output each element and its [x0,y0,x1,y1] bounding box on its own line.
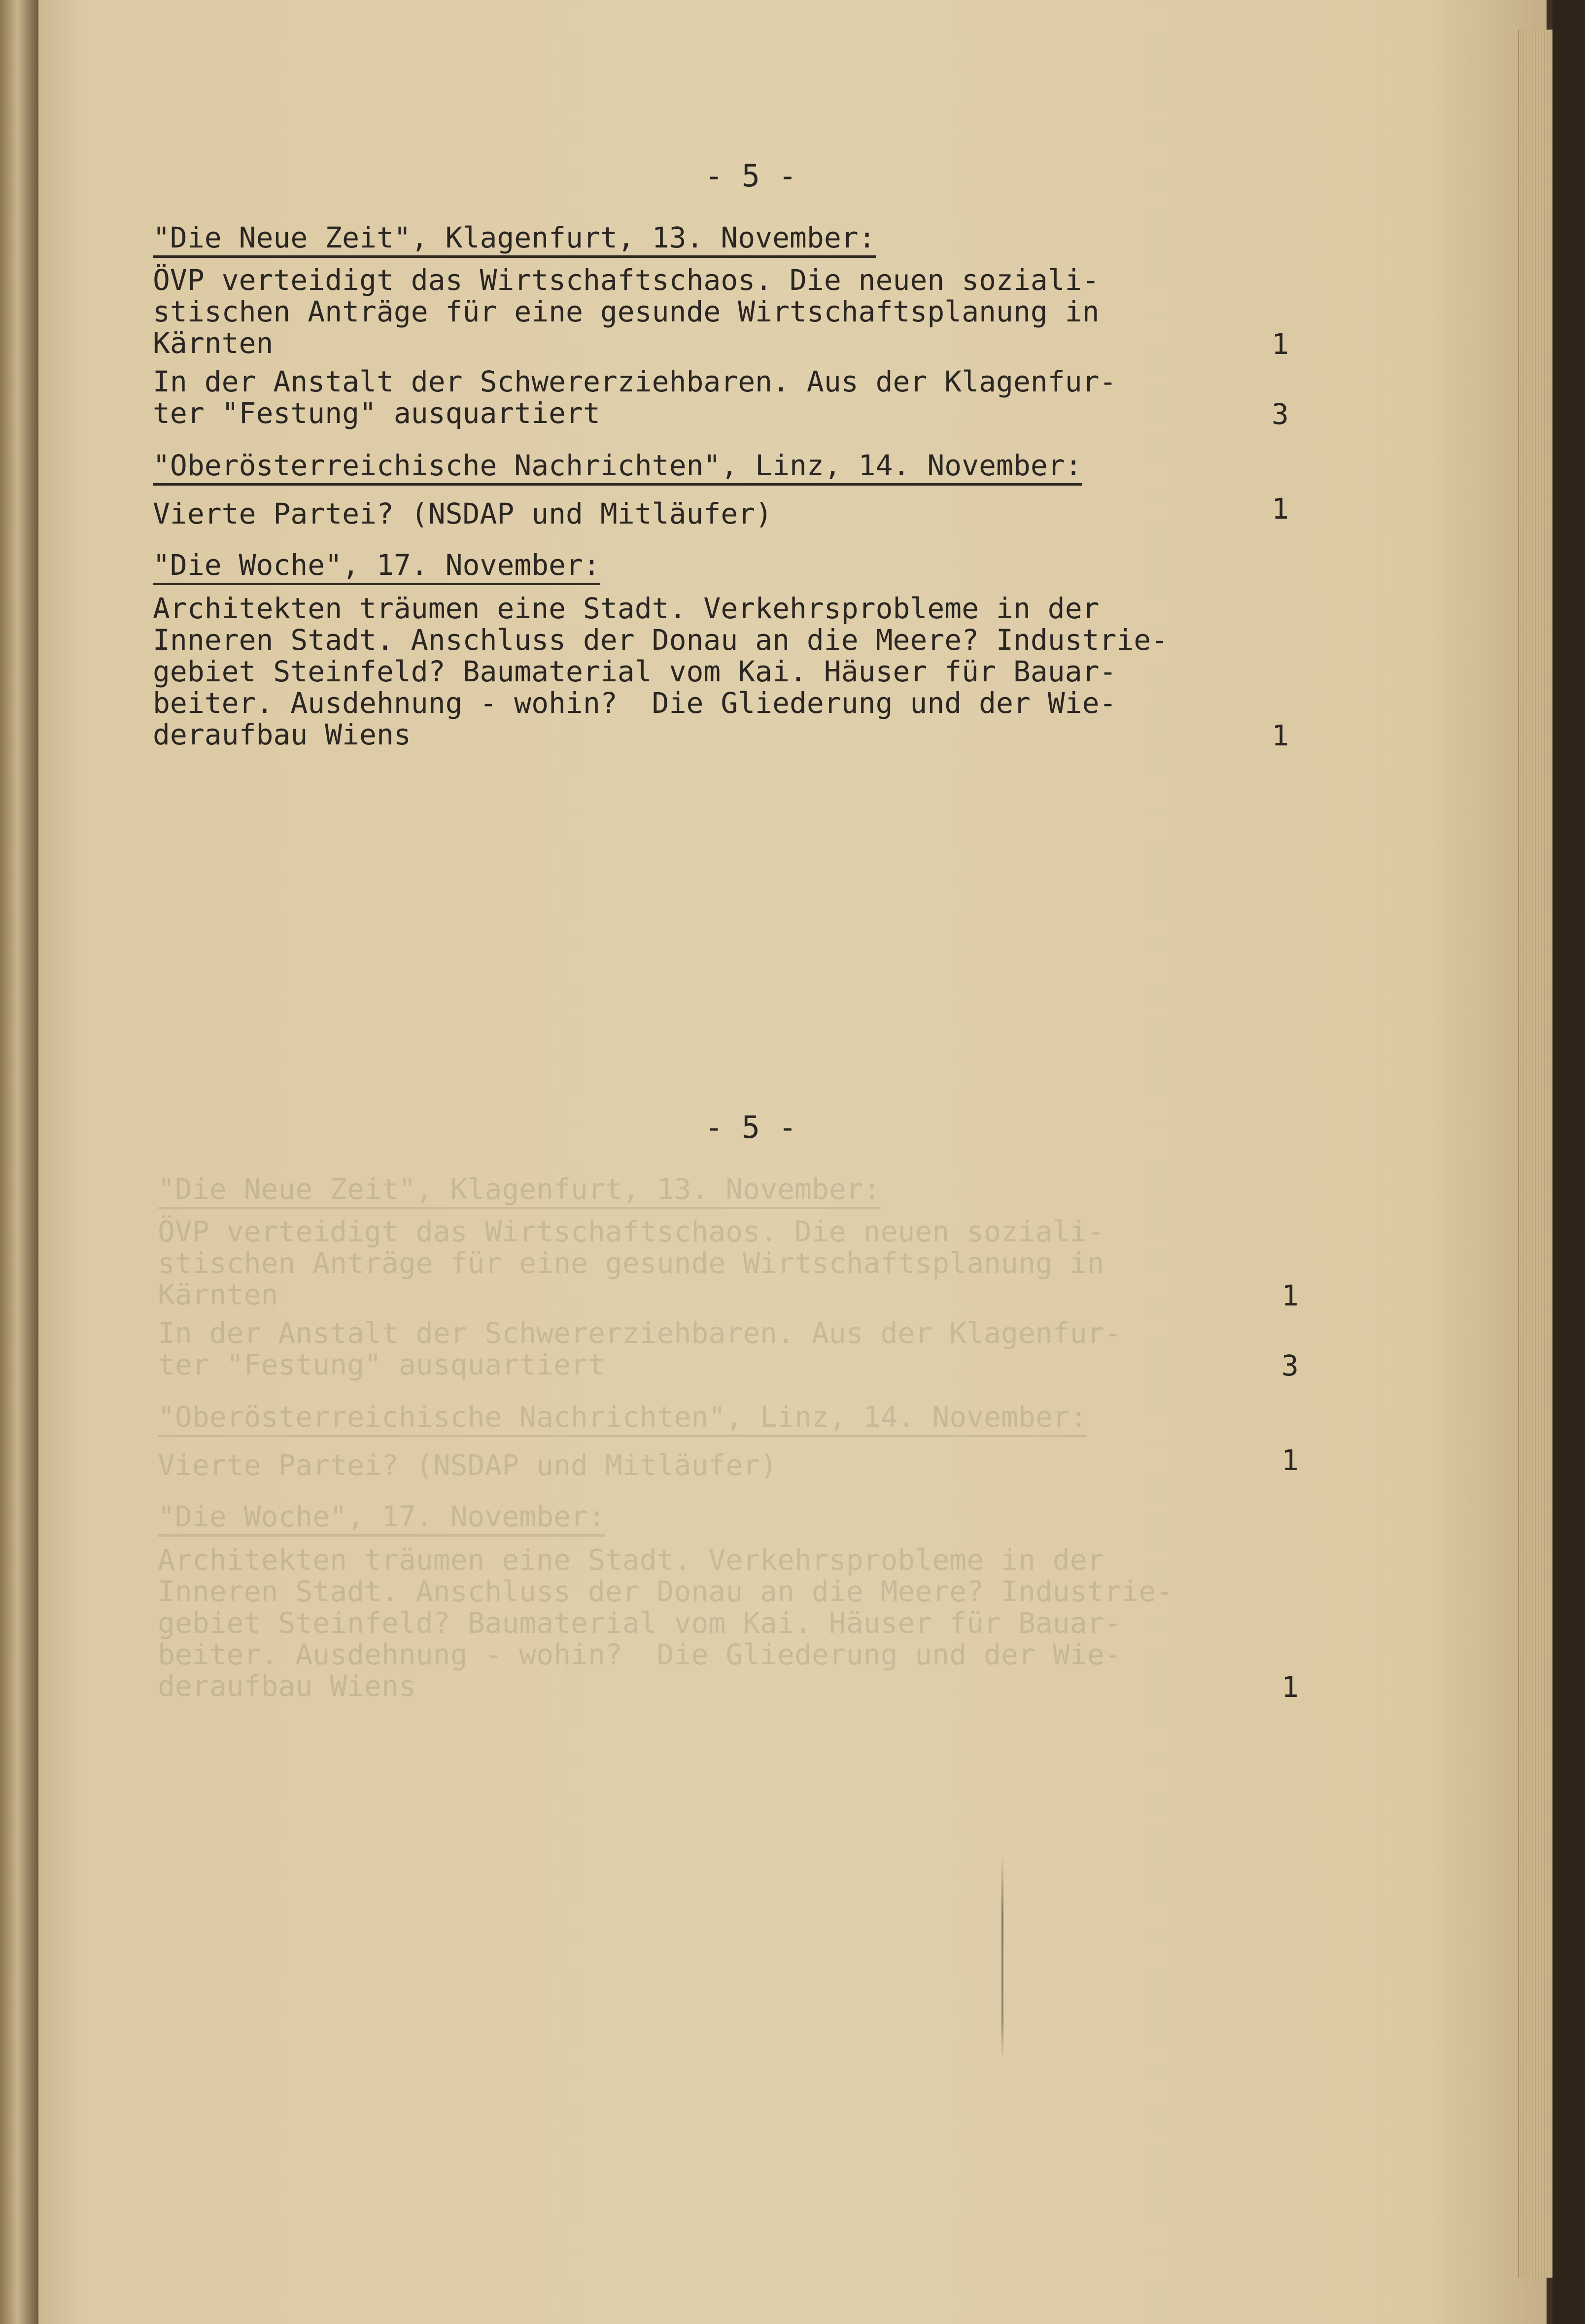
bleed-text-line: In der Anstalt der Schwererziehbaren. Aus der Klagenfur- [158,1316,1122,1350]
pencil-mark [1001,1854,1003,2061]
bleed-source-heading: "Die Woche", 17. November: [158,1501,605,1532]
source-heading: "Oberösterreichische Nachrichten", Linz, 14. November: [153,450,1082,481]
source-heading: "Die Neue Zeit", Klagenfurt, 13. November: [153,222,876,253]
page-reference: 1 [1272,327,1289,361]
bleed-page-reference: 1 [1281,1670,1299,1704]
article-title-line: stischen Anträge für eine gesunde Wirtschaftsplanung in [153,295,1100,328]
article-title-line: ÖVP verteidigt das Wirtschaftschaos. Die neuen soziali- [153,263,1100,297]
bleed-page-number: - 5 - [705,1109,797,1145]
bleed-text-line: ter "Festung" ausquartiert [158,1348,605,1381]
bleed-source-heading: "Oberösterreichische Nachrichten", Linz, 14. November: [158,1401,1087,1433]
page-stack-edges [1518,30,1553,2278]
page-reference: 1 [1272,492,1289,526]
page-reference: 1 [1272,719,1289,752]
bleed-text-line: gebiet Steinfeld? Baumaterial vom Kai. Häuser für Bauar- [158,1606,1122,1640]
article-title-line: Inneren Stadt. Anschluss der Donau an die Meere? Industrie- [153,623,1169,657]
bleed-page-reference: 3 [1281,1349,1299,1382]
article-title-line: gebiet Steinfeld? Baumaterial vom Kai. Häuser für Bauar- [153,655,1117,688]
bleed-source-heading: "Die Neue Zeit", Klagenfurt, 13. November: [158,1173,881,1205]
page-reference: 3 [1272,397,1289,431]
bleed-text-line: ÖVP verteidigt das Wirtschaftschaos. Die neuen soziali- [158,1215,1104,1248]
bleed-text-line: stischen Anträge für eine gesunde Wirtschaftsplanung in [158,1246,1104,1280]
article-title-line: ter "Festung" ausquartiert [153,396,600,430]
article-title-line: Kärnten [153,326,274,360]
scan-border [1552,0,1585,2324]
bleed-text-line: Kärnten [158,1278,278,1311]
article-title-line: deraufbau Wiens [153,718,411,751]
page-number: - 5 - [705,158,797,194]
article-title-line: In der Anstalt der Schwererziehbaren. Aus der Klagenfur- [153,365,1117,398]
facing-page-edge [0,0,38,2324]
bleed-page-reference: 1 [1281,1444,1299,1477]
bleed-text-line: Inneren Stadt. Anschluss der Donau an die Meere? Industrie- [158,1575,1173,1608]
bleed-text-line: Architekten träumen eine Stadt. Verkehrsprobleme in der [158,1543,1104,1577]
article-title-line: Vierte Partei? (NSDAP und Mitläufer) [153,497,773,530]
bleed-text-line: beiter. Ausdehnung - wohin? Die Gliederung und der Wie- [158,1638,1122,1671]
bleed-text-line: Vierte Partei? (NSDAP und Mitläufer) [158,1448,778,1482]
article-title-line: beiter. Ausdehnung - wohin? Die Gliederung und der Wie- [153,686,1117,720]
bleed-page-reference: 1 [1281,1279,1299,1312]
bleed-text-line: deraufbau Wiens [158,1669,416,1703]
source-heading: "Die Woche", 17. November: [153,549,600,581]
article-title-line: Architekten träumen eine Stadt. Verkehrsprobleme in der [153,592,1100,625]
